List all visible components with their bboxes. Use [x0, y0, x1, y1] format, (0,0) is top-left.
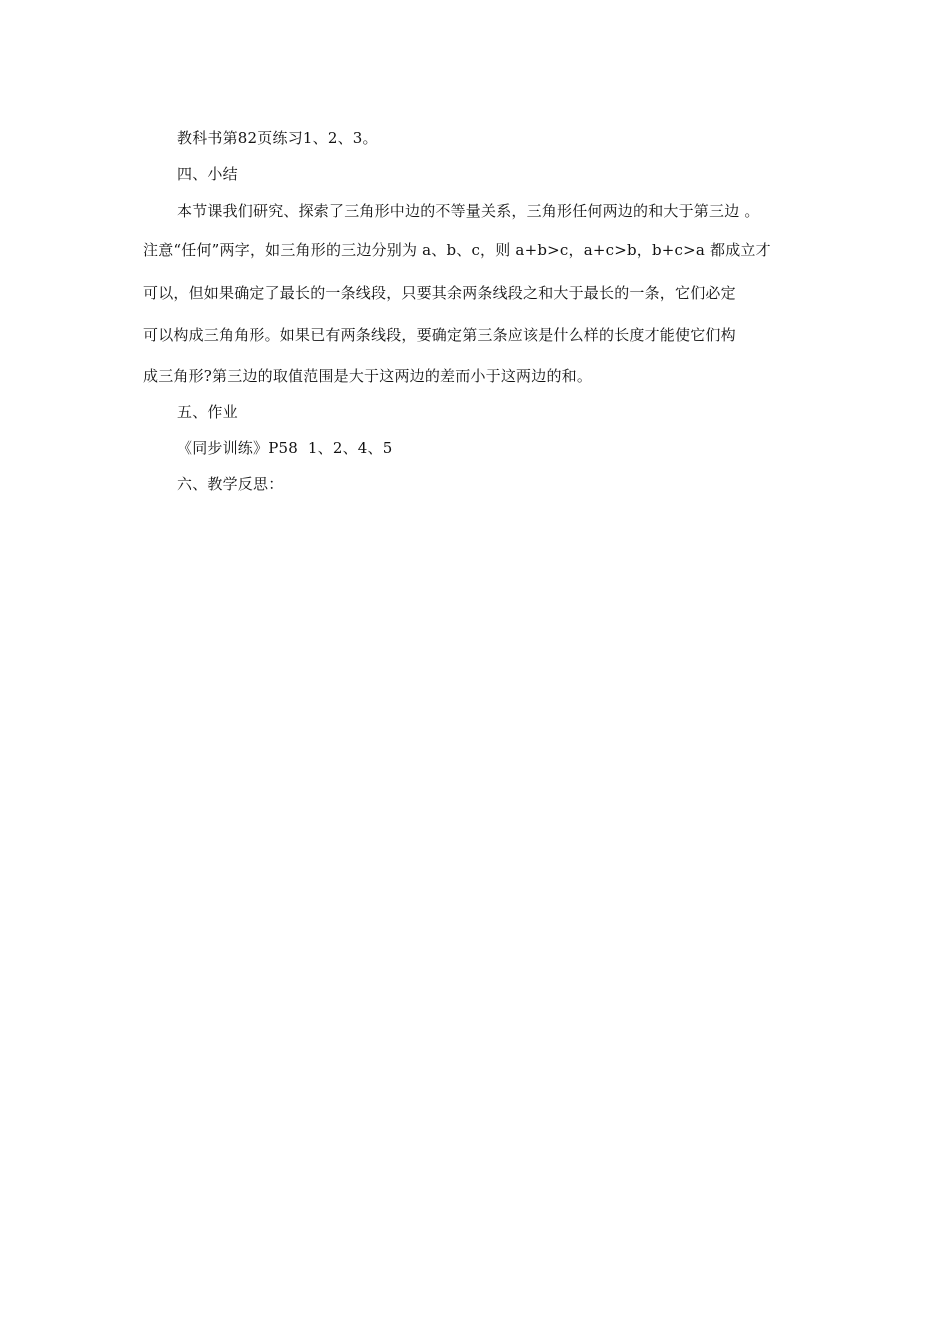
- section-homework-heading: 五、作业: [177, 403, 238, 421]
- exercise-line: 教科书第82页练习1、2、3。: [177, 129, 378, 147]
- summary-paragraph-line-3: 可以，但如果确定了最长的一条线段，只要其余两条线段之和大于最长的一条，它们必定: [143, 284, 736, 302]
- homework-line: 《同步训练》P58 1、2、4、5: [177, 439, 393, 457]
- summary-paragraph-line-4: 可以构成三角角形。如果已有两条线段，要确定第三条应该是什么样的长度才能使它们构: [143, 326, 736, 344]
- summary-paragraph-line-2: 注意“任何”两字，如三角形的三边分别为 a、b、c，则 a+b>c，a+c>b，b+c>a 都成立才: [143, 241, 771, 259]
- summary-paragraph-line-1: 本节课我们研究、探索了三角形中边的不等量关系，三角形任何两边的和大于第三边 。: [177, 202, 760, 220]
- section-summary-heading: 四、小结: [177, 165, 238, 183]
- summary-paragraph-line-5: 成三角形?第三边的取值范围是大于这两边的差而小于这两边的和。: [143, 367, 593, 385]
- section-reflection-heading: 六、教学反思：: [177, 475, 284, 493]
